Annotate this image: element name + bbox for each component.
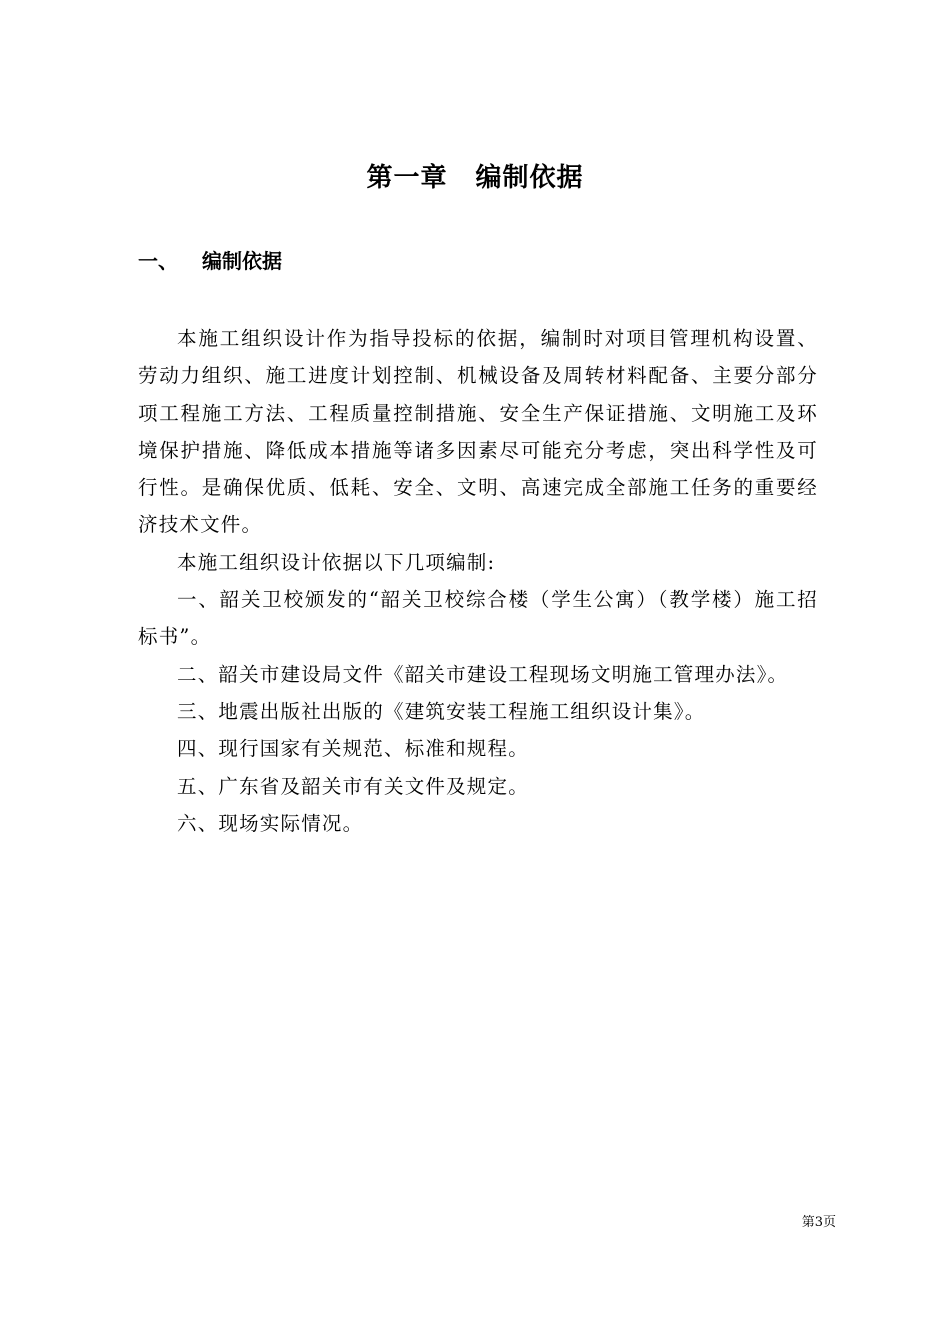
page-number: 第3页	[801, 1215, 836, 1230]
chapter-number: 第一章	[366, 163, 448, 193]
basis-item-3: 三、地震出版社出版的《建筑安装工程施工组织设计集》。	[177, 699, 706, 723]
basis-item-1: 一、韶关卫校颁发的“韶关卫校综合楼（学生公寓）（教学楼）施工招标书”。	[138, 588, 818, 649]
section-heading	[138, 246, 282, 276]
body-text	[138, 320, 818, 842]
chapter-title	[0, 160, 950, 196]
section-title: 编制依据	[202, 249, 282, 273]
basis-item-6: 六、现场实际情况。	[177, 811, 364, 835]
paragraph-basis-lead: 本施工组织设计依据以下几项编制:	[177, 550, 496, 574]
basis-item-2: 二、韶关市建设局文件《韶关市建设工程现场文明施工管理办法》。	[177, 662, 789, 686]
paragraph-intro: 本施工组织设计作为指导投标的依据，编制时对项目管理机构设置、劳动力组织、施工进度计划控制、机械设备及周转材料配备、主要分部分项工程施工方法、工程质量控制措施、安全生产保证措施、文明施工及环境保护措施、降低成本措施等诸多因素尽可能充分考虑，突出科学性及可行性。是确保优质、低耗、安全、文明、高速完成全部施工任务的重要经济技术文件。	[138, 327, 818, 537]
section-number: 一、	[138, 249, 178, 273]
basis-item-5: 五、广东省及韶关市有关文件及规定。	[177, 774, 529, 798]
chapter-name: 编制依据	[475, 163, 584, 193]
basis-item-4: 四、现行国家有关规范、标准和规程。	[177, 737, 529, 761]
